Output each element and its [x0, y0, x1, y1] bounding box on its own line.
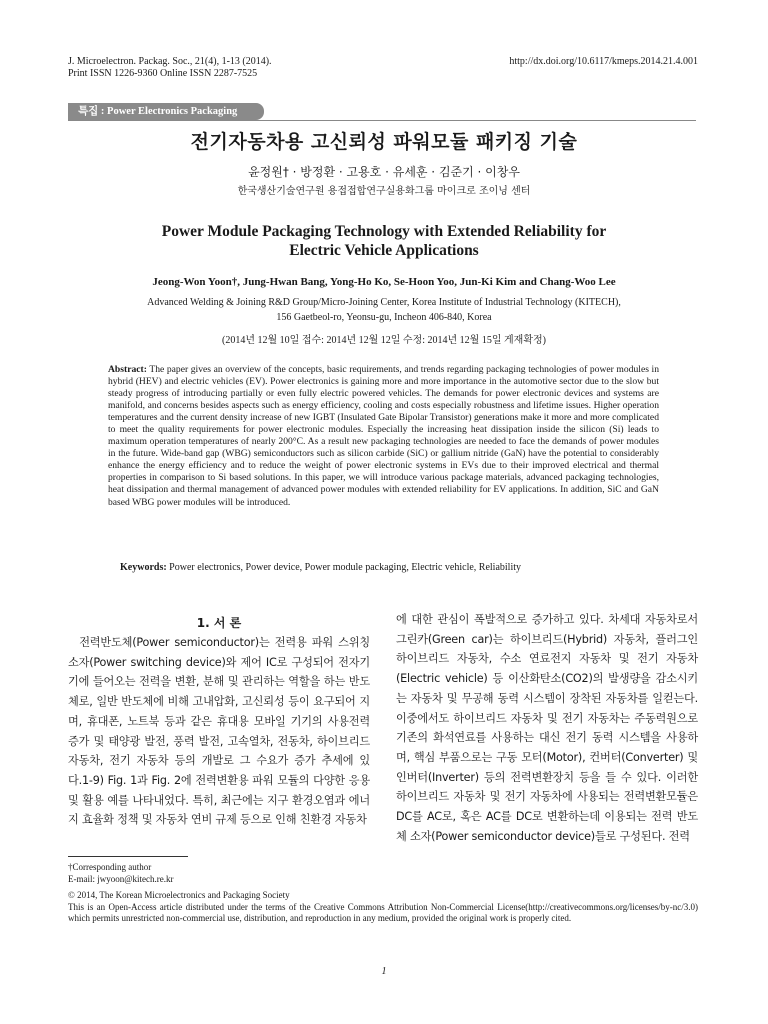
abstract-label: Abstract: — [108, 364, 147, 375]
author-email[interactable]: E-mail: jwyoon@kitech.re.kr — [68, 874, 174, 884]
body-column-left: 전력반도체(Power semiconductor)는 전력용 파워 스위칭 소자(Power switching device)와 제어 IC로 구성되어 전자기기에 들어오는 전력을 변환, 분해 및 관리하는 역할을 하는 반도체로, 일반 반도체에 비해 고내압화, 고신뢰성 등이 요구되어 지며, 휴대폰, 노트북 등과 같은 휴대용 모바일 기기의 사용전력 증가 및 태양광 발전, 풍력 발전, 고속열차, 전동차, 하이브리드 자동차, 전기 자동차 등의 개발로 그 수요가 증가 추세에 있다.1-9) Fig. 1과 Fig. 2에 전력변환용 파워 모듈의 다양한 응용 및 활용 예를 나타내었다. 특히, 최근에는 지구 환경오염과 에너지 효율화 정책 및 자동차 연비 규제 등으로 인해 친환경 자동차 — [68, 636, 370, 827]
footnote-divider — [68, 856, 188, 857]
copyright-notice: © 2014, The Korean Microelectronics and Packaging Society — [68, 890, 290, 900]
english-affiliation — [40, 295, 728, 325]
english-authors: Jeong-Won Yoon†, Jung-Hwan Bang, Yong-Ho Ko, Se-Hoon Yoo, Jun-Ki Kim and Chang-Woo Lee — [152, 276, 616, 288]
doi-link[interactable]: http://dx.doi.org/10.6117/kmeps.2014.21.4.001 — [509, 56, 698, 67]
korean-title: 전기자동차용 고신뢰성 파워모듈 패키징 기술 — [190, 131, 578, 153]
page-number: 1 — [381, 966, 387, 977]
abstract-text: The paper gives an overview of the concepts, basic requirements, and trends regarding packaging technologies of power modules in hybrid (HEV) and electric vehicles (EV). Power electronics is gaining more and more importance in the automotive sector due to the slow but steady progress of introducing partially or even fully electric powered vehicles. The demands for power electronic devices and systems are manifold, and concerns besides aspects such as energy efficiency, cooling and costs especially robustness and lifetime issues. Higher operation temperatures and the current density increase of new IGBT (Insulated Gate Bipolar Transistor) generations make it more and more complicated to meet the quality requirements for power electronic modules. Especially the increasing heat dissipation inside the silicon (Si) leads to maximum operation temperatures of nearly 200°C. As a result new packaging technologies are needed to face the demands of power modules in the future. Wide-band gap (WBG) semiconductors such as silicon carbide (SiC) or gallium nitride (GaN) have the potential to considerably enhance the energy efficiency and to reduce the weight of power electronic systems in EVs due to their improved electrical and thermal properties in comparison to Si based solutions. In this paper, we will introduce various package materials, advanced packaging technologies, heat dissipation and thermal management of advanced power modules with extended reliability for EV applications. In addition, SiC and GaN based WBG power modules will be introduced. — [108, 364, 659, 508]
license-notice: This is an Open-Access article distributed under the terms of the Creative Commons Attribution Non-Commercial License(http://creativecommons.org/licenses/by-nc/3.0) which permits unrestricted non-commercial use, distribution, and reproduction in any medium, provided the original work is properly cited. — [68, 902, 698, 923]
korean-authors: 윤정원† · 방정환 · 고용호 · 유세훈 · 김준기 · 이창우 — [248, 165, 520, 179]
affiliation-line2: 156 Gaetbeol-ro, Yeonsu-gu, Incheon 406-840, Korea — [276, 312, 492, 323]
english-title — [60, 222, 708, 260]
tag-divider — [68, 120, 696, 121]
corresponding-author: †Corresponding author — [68, 862, 152, 872]
english-title-line1: Power Module Packaging Technology with Extended Reliability for — [161, 223, 607, 240]
body-column-right: 에 대한 관심이 폭발적으로 증가하고 있다. 차세대 자동차로서 그린카(Green car)는 하이브리드(Hybrid) 자동차, 플러그인 하이브리드 자동차, 수소 연료전지 자동차 및 전기 자동차(Electric vehicle) 등 이산화탄소(CO2)의 발생량을 감소시키는 자동차 및 무공해 동력 시스템이 장착된 자동차를 일컫는다. 이중에서도 하이브리드 자동차 및 전기 자동차는 주동력원으로 기존의 화석연료를 사용하는 대신 전기 동력 시스템을 사용하며, 핵심 부품으로는 구동 모터(Motor), 컨버터(Converter) 및 인버터(Inverter) 등의 전력변환장치 등을 들 수 있다. 이러한 하이브리드 자동차 및 전기 자동차에 사용되는 전력변환모듈은 DC를 AC로, 혹은 AC를 DC로 변환하는데 이용되는 전력 반도체 소자(Power semiconductor device)들로 구성된다. 전력 — [396, 613, 698, 843]
english-title-line2: Electric Vehicle Applications — [289, 242, 479, 259]
keywords-label: Keywords: — [120, 562, 167, 573]
section-heading: 1. 서 론 — [196, 616, 242, 630]
abstract — [108, 364, 659, 509]
affiliation-line1: Advanced Welding & Joining R&D Group/Micro-Joining Center, Korea Institute of Industrial Technology (KITECH), — [147, 297, 621, 308]
keywords-text: Power electronics, Power device, Power module packaging, Electric vehicle, Reliability — [169, 562, 521, 573]
journal-citation: J. Microelectron. Packag. Soc., 21(4), 1-13 (2014). — [68, 56, 272, 67]
section-tag: 특집 : Power Electronics Packaging — [68, 103, 264, 120]
issn-line: Print ISSN 1226-9360 Online ISSN 2287-7525 — [68, 68, 258, 79]
submission-dates: (2014년 12월 10일 접수: 2014년 12월 12일 수정: 2014년 12월 15일 게재확정) — [222, 335, 546, 346]
korean-affiliation: 한국생산기술연구원 용접접합연구실용화그룹 마이크로 조이닝 센터 — [237, 186, 531, 197]
keywords — [120, 562, 660, 573]
